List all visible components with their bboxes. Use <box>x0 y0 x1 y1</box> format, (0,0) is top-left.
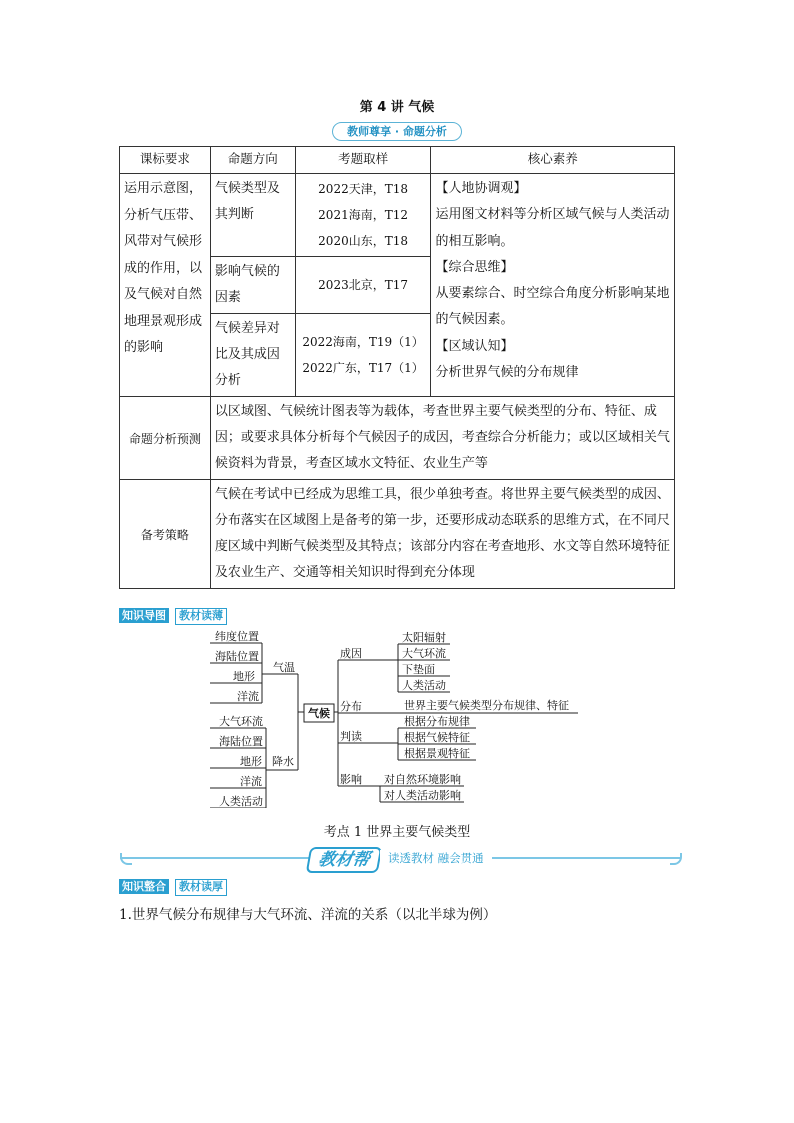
body-paragraph: 1.世界气候分布规律与大气环流、洋流的关系（以北半球为例） <box>119 907 497 923</box>
examples-cell <box>295 257 431 314</box>
impact-item: 对自然环境影响 <box>384 773 461 786</box>
direction-cell: 气候差异对比及其成因分析 <box>210 314 295 397</box>
section-tag-integration: 知识整合 <box>119 879 169 894</box>
header-cell: 核心素养 <box>431 147 675 174</box>
judge-item: 根据分布规律 <box>404 715 470 728</box>
core-heading: 【综合思维】 <box>435 259 514 275</box>
teacher-badge: 教师尊享 · 命题分析 <box>332 122 462 141</box>
forecast-text: 以区域图、气候统计图表等为载体，考查世界主要气候类型的分布、特征、成因；或要求具体分析每个气候因子的成因，考查综合分析能力；或以区域相关气候资料为背景，考查区域水文特征、农业生产等 <box>210 397 674 480</box>
dist-label: 分布 <box>340 700 362 713</box>
cause-item: 下垫面 <box>402 663 435 676</box>
core-heading: 【人地协调观】 <box>435 181 527 196</box>
direction-cell: 气候类型及其判断 <box>210 174 295 257</box>
cause-label: 成因 <box>340 647 362 660</box>
core-text: 从要素综合、时空综合角度分析影响某地的气候因素。 <box>435 286 670 328</box>
table-row <box>120 397 675 480</box>
cause-item: 大气环流 <box>402 647 446 660</box>
core-heading: 【区域认知】 <box>435 338 514 354</box>
page-title: 第 4 讲 气候 <box>359 100 435 115</box>
dist-text: 世界主要气候类型分布规律、特征 <box>404 699 569 712</box>
strategy-label: 备考策略 <box>120 480 211 589</box>
example-item: 2022海南，T19（1） <box>302 335 424 349</box>
forecast-label: 命题分析预测 <box>120 397 211 480</box>
cause-item: 太阳辐射 <box>402 631 446 644</box>
cause-item: 人类活动 <box>402 679 446 692</box>
header-cell: 课标要求 <box>120 147 211 174</box>
center-node: 气候 <box>308 707 330 720</box>
impact-item: 对人类活动影响 <box>384 789 461 802</box>
temp-factor: 地形 <box>233 670 255 683</box>
banner-cap-right <box>670 853 682 865</box>
requirement-cell: 运用示意图，分析气压带、风带对气候形成的作用，以及气候对自然地理景观形成的影响 <box>120 174 211 397</box>
example-item: 2021海南，T12 <box>318 208 408 222</box>
header-cell: 考题取样 <box>295 147 431 174</box>
judge-label: 判读 <box>340 730 362 743</box>
precip-factor: 大气环流 <box>219 715 263 728</box>
table-row <box>120 480 675 589</box>
example-item: 2020山东，T18 <box>318 234 408 248</box>
temp-label: 气温 <box>273 661 295 674</box>
banner-slogan: 读透教材 融会贯通 <box>380 850 492 866</box>
judge-item: 根据气候特征 <box>404 731 470 744</box>
knowledge-mindmap <box>208 626 588 808</box>
header-cell: 命题方向 <box>210 147 295 174</box>
core-text: 分析世界气候的分布规律 <box>435 365 579 381</box>
judge-item: 根据景观特征 <box>404 747 470 760</box>
analysis-table <box>119 146 675 589</box>
core-cell <box>431 174 675 397</box>
temp-factor: 洋流 <box>237 690 259 703</box>
examples-cell <box>295 174 431 257</box>
precip-factor: 地形 <box>240 755 262 768</box>
core-text: 运用图文材料等分析区域气候与人类活动的相互影响。 <box>435 207 670 249</box>
precip-factor: 人类活动 <box>219 795 263 808</box>
impact-label: 影响 <box>340 773 362 786</box>
section-tag-read-thick: 教材读厚 <box>175 879 227 896</box>
strategy-text: 气候在考试中已经成为思维工具，很少单独考查。将世界主要气候类型的成因、分布落实在区域图上是备考的第一步，还要形成动态联系的思维方式，在不同尺度区域中判断气候类型及其特点；该部分内容在考查地形、水文等自然环境特征及农业生产、交通等相关知识时得到充分体现 <box>210 480 674 589</box>
precip-factor: 海陆位置 <box>219 735 263 748</box>
temp-factor: 纬度位置 <box>215 630 259 643</box>
table-header-row <box>120 147 675 174</box>
example-item: 2022天津，T18 <box>318 182 408 196</box>
temp-factor: 海陆位置 <box>215 650 259 663</box>
banner-logo: 教材帮 <box>306 847 383 873</box>
section-tag-read-thin: 教材读薄 <box>175 608 227 625</box>
example-item: 2022广东，T17（1） <box>302 361 424 375</box>
direction-cell: 影响气候的因素 <box>210 257 295 314</box>
section-tag-knowledge-map: 知识导图 <box>119 608 169 623</box>
precip-factor: 洋流 <box>240 775 262 788</box>
banner-cap-left <box>120 853 132 865</box>
examples-cell <box>295 314 431 397</box>
example-item: 2023北京，T17 <box>318 278 408 292</box>
section-subtitle: 考点 1 世界主要气候类型 <box>323 825 471 840</box>
precip-label: 降水 <box>272 755 294 768</box>
table-row <box>120 174 675 257</box>
